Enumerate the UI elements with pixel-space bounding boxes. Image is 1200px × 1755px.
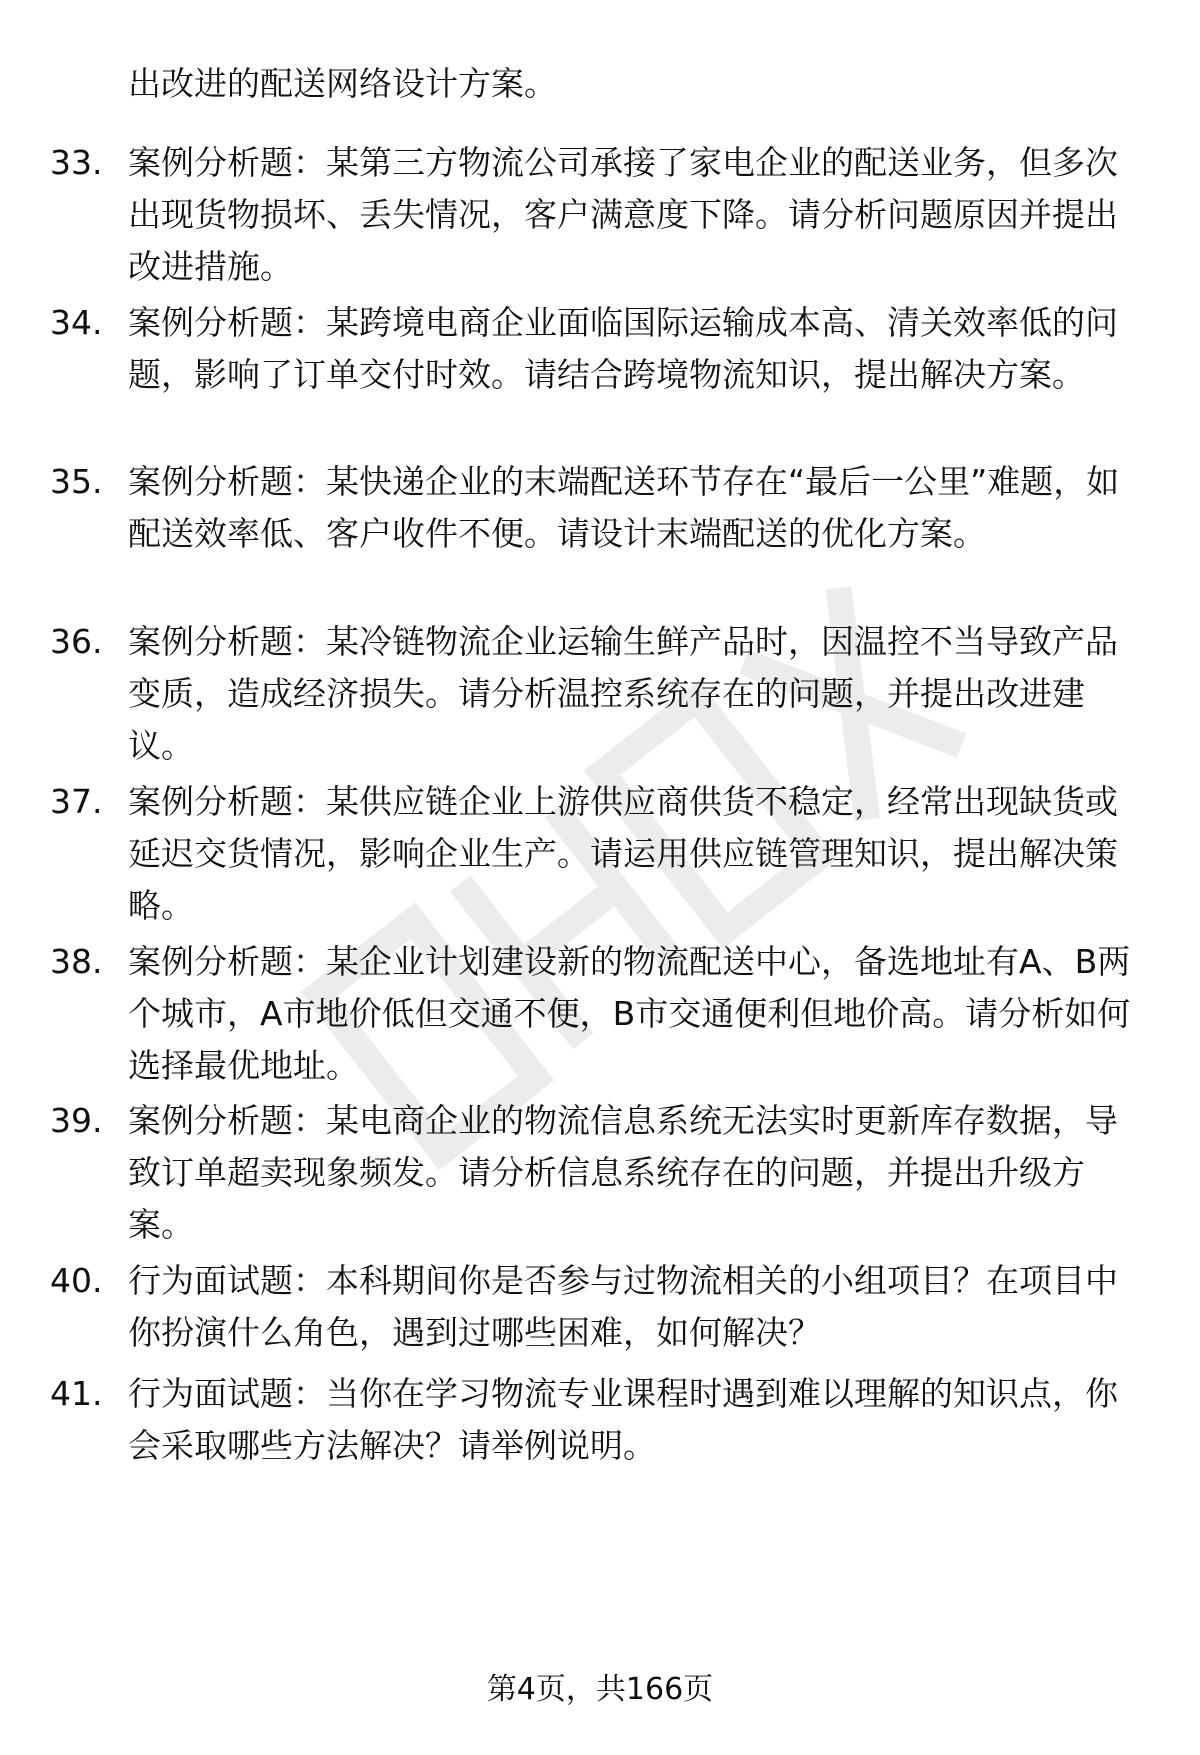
- question-number: 34.: [50, 303, 103, 342]
- question-text: 案例分析题：某快递企业的末端配送环节存在“最后一公里”难题，如配送效率低、客户收件不便。请设计末端配送的优化方案。: [128, 462, 1120, 553]
- question-text: 行为面试题：当你在学习物流专业课程时遇到难以理解的知识点，你会采取哪些方法解决？请举例说明。: [128, 1374, 1118, 1465]
- question-text: 案例分析题：某企业计划建设新的物流配送中心，备选地址有A、B两个城市，A市地价低但交通不便，B市交通便利但地价高。请分析如何选择最优地址。: [128, 942, 1131, 1085]
- question-text: 案例分析题：某供应链企业上游供应商供货不稳定，经常出现缺货或延迟交货情况，影响企业生产。请运用供应链管理知识，提出解决策略。: [128, 782, 1118, 925]
- question-item: [50, 137, 1140, 293]
- question-text: 案例分析题：某第三方物流公司承接了家电企业的配送业务，但多次出现货物损坏、丢失情况，客户满意度下降。请分析问题原因并提出改进措施。: [128, 143, 1118, 286]
- intro-continuation-text: 出改进的配送网络设计方案。: [128, 64, 557, 103]
- question-number: 40.: [50, 1261, 103, 1300]
- question-number: 41.: [50, 1374, 103, 1413]
- question-text: 案例分析题：某冷链物流企业运输生鲜产品时，因温控不当导致产品变质，造成经济损失。请分析温控系统存在的问题，并提出改进建议。: [128, 622, 1118, 765]
- question-number: 38.: [50, 942, 103, 981]
- question-item: [50, 1368, 1140, 1472]
- question-number: 39.: [50, 1101, 103, 1140]
- question-number: 37.: [50, 782, 103, 821]
- question-item: [50, 1095, 1140, 1251]
- question-text: 行为面试题：本科期间你是否参与过物流相关的小组项目？在项目中你扮演什么角色，遇到过哪些困难，如何解决？: [128, 1261, 1118, 1352]
- page-footer: 第4页，共166页: [486, 1672, 714, 1707]
- question-item: [50, 616, 1140, 772]
- question-text: 案例分析题：某跨境电商企业面临国际运输成本高、清关效率低的问题，影响了订单交付时效。请结合跨境物流知识，提出解决方案。: [128, 303, 1118, 394]
- question-number: 33.: [50, 143, 103, 182]
- question-number: 35.: [50, 462, 103, 501]
- question-number: 36.: [50, 622, 103, 661]
- question-item: [50, 776, 1140, 932]
- question-text: 案例分析题：某电商企业的物流信息系统无法实时更新库存数据，导致订单超卖现象频发。请分析信息系统存在的问题，并提出升级方案。: [128, 1101, 1118, 1244]
- question-item: [50, 1255, 1140, 1359]
- question-item: [50, 456, 1140, 560]
- question-item: [50, 936, 1140, 1092]
- question-item: [50, 297, 1140, 401]
